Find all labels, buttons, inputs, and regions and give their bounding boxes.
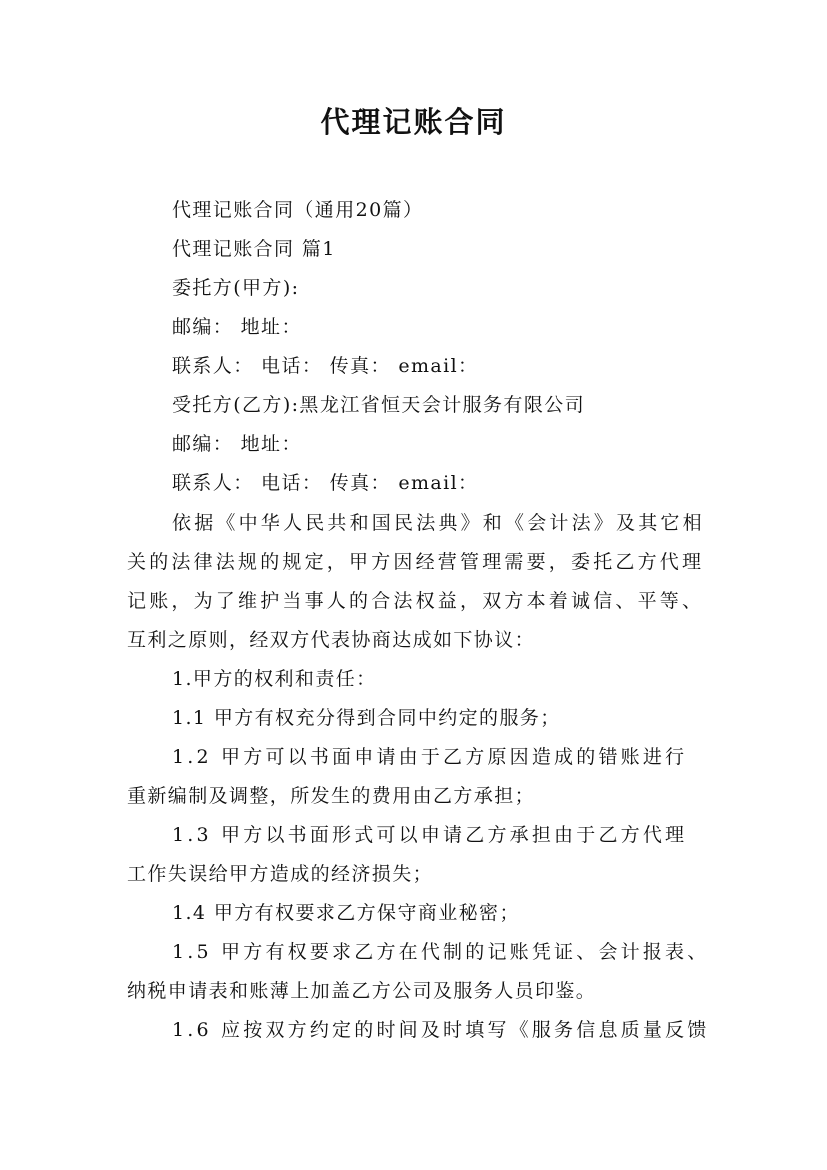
- doc-line-party-b-postcode: 邮编： 地址：: [172, 433, 302, 455]
- doc-paragraph-line: 依据《中华人民共和国民法典》和《会计法》及其它相: [172, 512, 705, 534]
- doc-line-party-a-postcode: 邮编： 地址：: [172, 316, 302, 338]
- doc-line-party-a: 委托方(甲方):: [172, 277, 300, 299]
- doc-line-party-b: 受托方(乙方):黑龙江省恒天会计服务有限公司: [172, 394, 586, 416]
- doc-line-party-b-contact: 联系人： 电话： 传真： email：: [172, 472, 479, 494]
- doc-paragraph-line: 记账，为了维护当事人的合法权益，双方本着诚信、平等、: [127, 590, 705, 612]
- doc-clause-line: 1.6 应按双方约定的时间及时填写《服务信息质量反馈: [172, 1019, 710, 1041]
- doc-clause-line: 工作失误给甲方造成的经济损失；: [127, 863, 434, 885]
- doc-clause-line: 1.4 甲方有权要求乙方保守商业秘密；: [172, 902, 520, 924]
- doc-line-subtitle: 代理记账合同（通用20篇）: [172, 199, 424, 221]
- document-title: 代理记账合同: [320, 105, 507, 139]
- doc-clause-line: 重新编制及调整，所发生的费用由乙方承担；: [127, 785, 536, 807]
- doc-section-heading: 1.甲方的权利和责任：: [172, 668, 377, 690]
- doc-clause-line: 1.3 甲方以书面形式可以申请乙方承担由于乙方代理: [172, 824, 688, 846]
- doc-paragraph-line: 互利之原则，经双方代表协商达成如下协议：: [127, 629, 536, 651]
- doc-clause-line: 1.5 甲方有权要求乙方在代制的记账凭证、会计报表、: [172, 941, 710, 963]
- doc-line-party-a-contact: 联系人： 电话： 传真： email：: [172, 355, 479, 377]
- doc-clause-line: 1.1 甲方有权充分得到合同中约定的服务；: [172, 707, 561, 729]
- doc-clause-line: 1.2 甲方可以书面申请由于乙方原因造成的错账进行: [172, 746, 688, 768]
- doc-clause-line: 纳税申请表和账薄上加盖乙方公司及服务人员印鉴。: [127, 980, 597, 1002]
- doc-line-article-heading: 代理记账合同 篇1: [172, 238, 336, 260]
- doc-paragraph-line: 关的法律法规的规定，甲方因经营管理需要，委托乙方代理: [127, 551, 705, 573]
